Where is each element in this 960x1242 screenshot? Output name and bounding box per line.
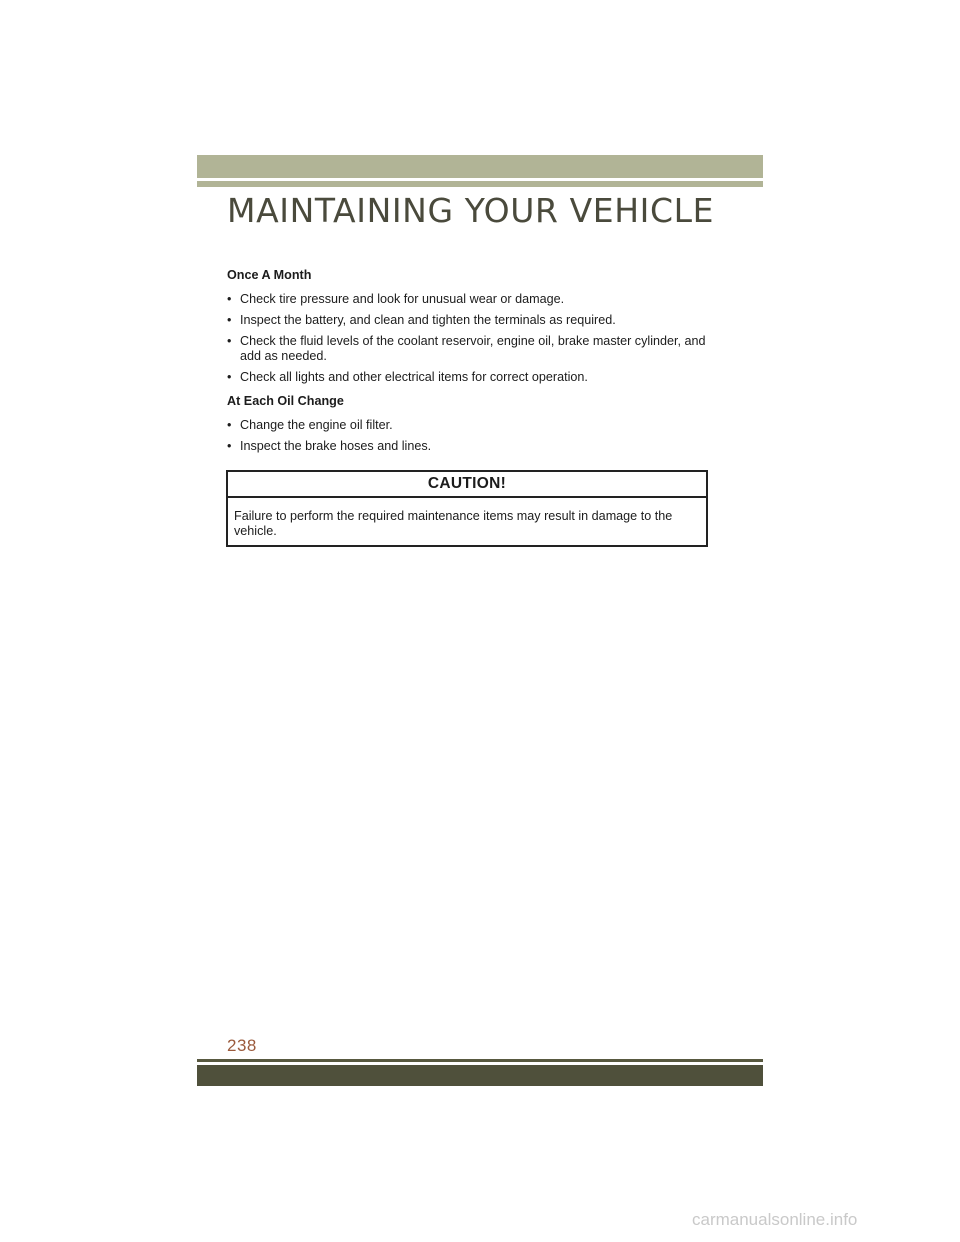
caution-title: CAUTION! xyxy=(228,472,706,498)
footer-band xyxy=(197,1065,763,1086)
list-item xyxy=(227,418,709,433)
oil-change-list xyxy=(227,418,709,454)
bullet-icon: • xyxy=(227,370,232,384)
page-content xyxy=(227,268,709,463)
footer-rule xyxy=(197,1059,763,1062)
list-item-text: Check the fluid levels of the coolant reservoir, engine oil, brake master cylinder, and add as needed. xyxy=(240,334,706,363)
list-item-text: Inspect the battery, and clean and tighten the terminals as required. xyxy=(240,313,616,327)
header-band xyxy=(197,155,763,178)
bullet-icon: • xyxy=(227,292,232,306)
caution-text: Failure to perform the required maintenance items may result in damage to the vehicle. xyxy=(234,509,673,538)
list-item-text: Check all lights and other electrical items for correct operation. xyxy=(240,370,588,384)
list-item xyxy=(227,292,709,307)
header-rule xyxy=(197,181,763,187)
list-item-text: Check tire pressure and look for unusual wear or damage. xyxy=(240,292,565,306)
section-title: MAINTAINING YOUR VEHICLE xyxy=(227,191,715,230)
bullet-icon: • xyxy=(227,334,232,348)
once-a-month-list xyxy=(227,292,709,385)
oil-change-heading: At Each Oil Change xyxy=(227,394,344,408)
list-item xyxy=(227,334,709,364)
list-item xyxy=(227,370,709,385)
bullet-icon: • xyxy=(227,439,232,453)
watermark: carmanualsonline.info xyxy=(692,1210,858,1229)
bullet-icon: • xyxy=(227,418,232,432)
once-a-month-heading: Once A Month xyxy=(227,268,312,282)
list-item-text: Inspect the brake hoses and lines. xyxy=(240,439,432,453)
list-item-text: Change the engine oil filter. xyxy=(240,418,393,432)
list-item xyxy=(227,439,709,454)
page-number: 238 xyxy=(227,1036,257,1055)
caution-box xyxy=(226,470,708,547)
bullet-icon: • xyxy=(227,313,232,327)
list-item xyxy=(227,313,709,328)
